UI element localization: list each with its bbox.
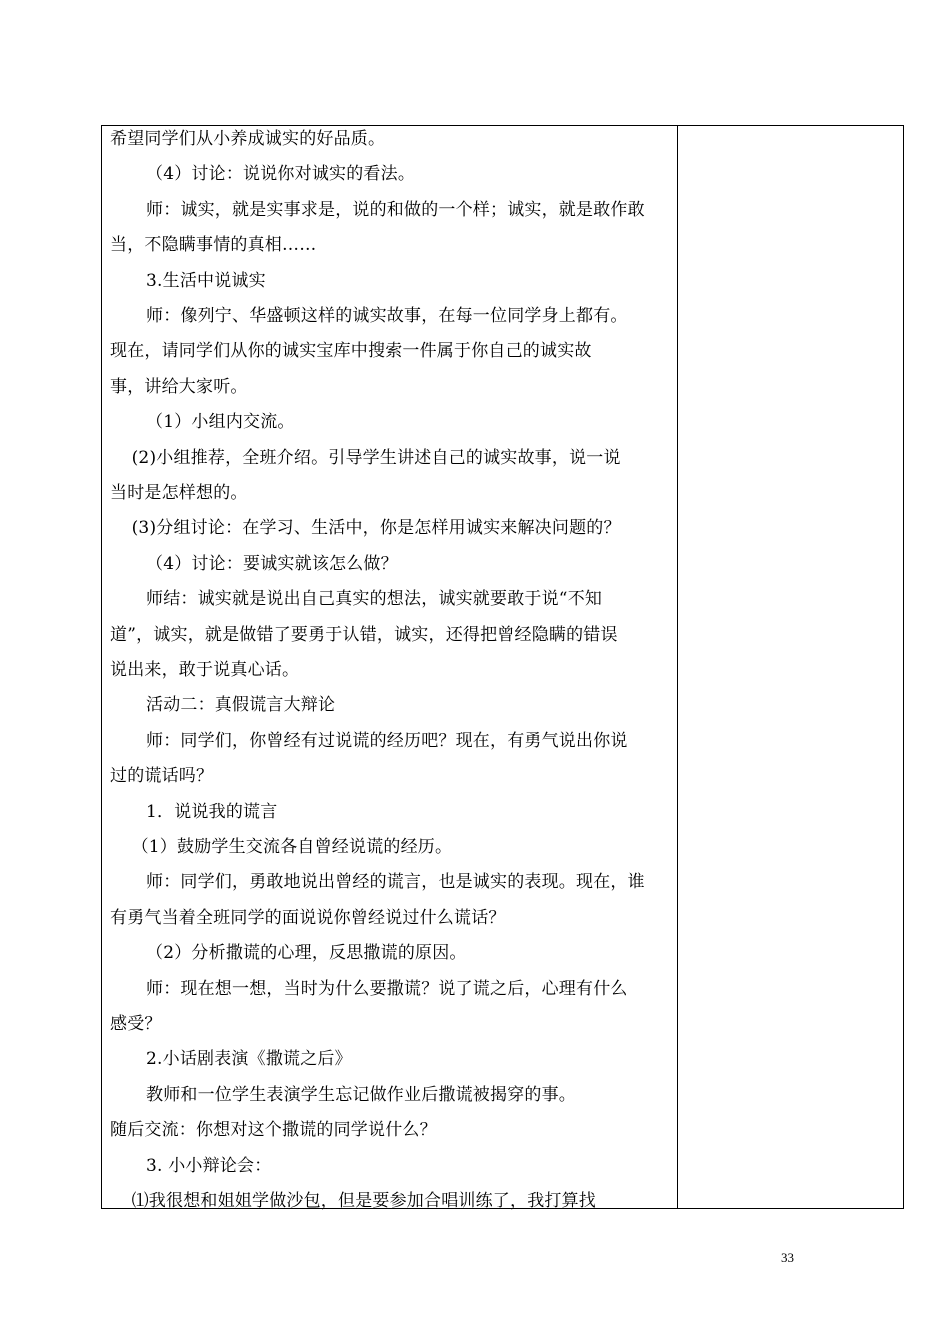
text-line: 当时是怎样想的。 [110, 483, 248, 503]
text-line: 说出来，敢于说真心话。 [110, 660, 300, 680]
text-line: 当，不隐瞒事情的真相…… [110, 235, 317, 256]
text-line: 师：像列宁、华盛顿这样的诚实故事，在每一位同学身上都有。 [146, 306, 628, 326]
page-number: 33 [781, 1250, 794, 1265]
text-line: 教师和一位学生表演学生忘记做作业后撒谎被揭穿的事。 [146, 1084, 576, 1105]
text-line: （2）分析撒谎的心理，反思撒谎的原因。 [146, 943, 467, 964]
text-line: 3.生活中说诚实 [146, 270, 266, 291]
text-line: 1．说说我的谎言 [146, 801, 278, 822]
text-line: 师：现在想一想，当时为什么要撒谎？说了谎之后，心理有什么 [146, 978, 628, 999]
text-line: 有勇气当着全班同学的面说说你曾经说过什么谎话？ [110, 907, 506, 928]
text-line: 2.小话剧表演《撒谎之后》 [146, 1049, 352, 1070]
text-line: 感受？ [110, 1014, 162, 1034]
text-line: 随后交流：你想对这个撒谎的同学说什么？ [110, 1120, 437, 1141]
text-line: （1）小组内交流。 [146, 412, 295, 433]
text-line: (2)小组推荐，全班介绍。引导学生讲述自己的诚实故事，说一说 [131, 447, 621, 468]
notes-cell [678, 126, 903, 1208]
text-line: 师：同学们，你曾经有过说谎的经历吧？现在，有勇气说出你说 [146, 730, 628, 751]
text-line: (3)分组讨论：在学习、生活中，你是怎样用诚实来解决问题的？ [131, 518, 621, 539]
text-line: 事，讲给大家听。 [110, 376, 248, 397]
text-line: 3. 小小辩论会： [146, 1155, 272, 1176]
text-line: （4）讨论：说说你对诚实的看法。 [146, 164, 416, 185]
text-line: 过的谎话吗？ [110, 766, 214, 787]
text-line: 师结：诚实就是说出自己真实的想法，诚实就要敢于说“不知 [146, 589, 603, 610]
lesson-table [101, 125, 904, 1209]
text-line: 道”，诚实，就是做错了要勇于认错，诚实，还得把曾经隐瞒的错误 [110, 624, 618, 645]
text-line: 师：诚实，就是实事求是，说的和做的一个样；诚实，就是敢作敢 [146, 199, 645, 220]
text-line: （1）鼓励学生交流各自曾经说谎的经历。 [131, 837, 453, 857]
text-line: 师：同学们，勇敢地说出曾经的谎言，也是诚实的表现。现在，谁 [146, 872, 645, 893]
text-line: 活动二：真假谎言大辩论 [146, 695, 336, 716]
text-line: （4）讨论：要诚实就该怎么做？ [146, 553, 398, 574]
text-line: 现在，请同学们从你的诚实宝库中搜索一件属于你自己的诚实故 [110, 341, 592, 362]
text-line: 希望同学们从小养成诚实的好品质。 [110, 129, 386, 149]
text-line: ⑴我很想和姐姐学做沙包，但是要参加合唱训练了，我打算找 [131, 1191, 596, 1211]
